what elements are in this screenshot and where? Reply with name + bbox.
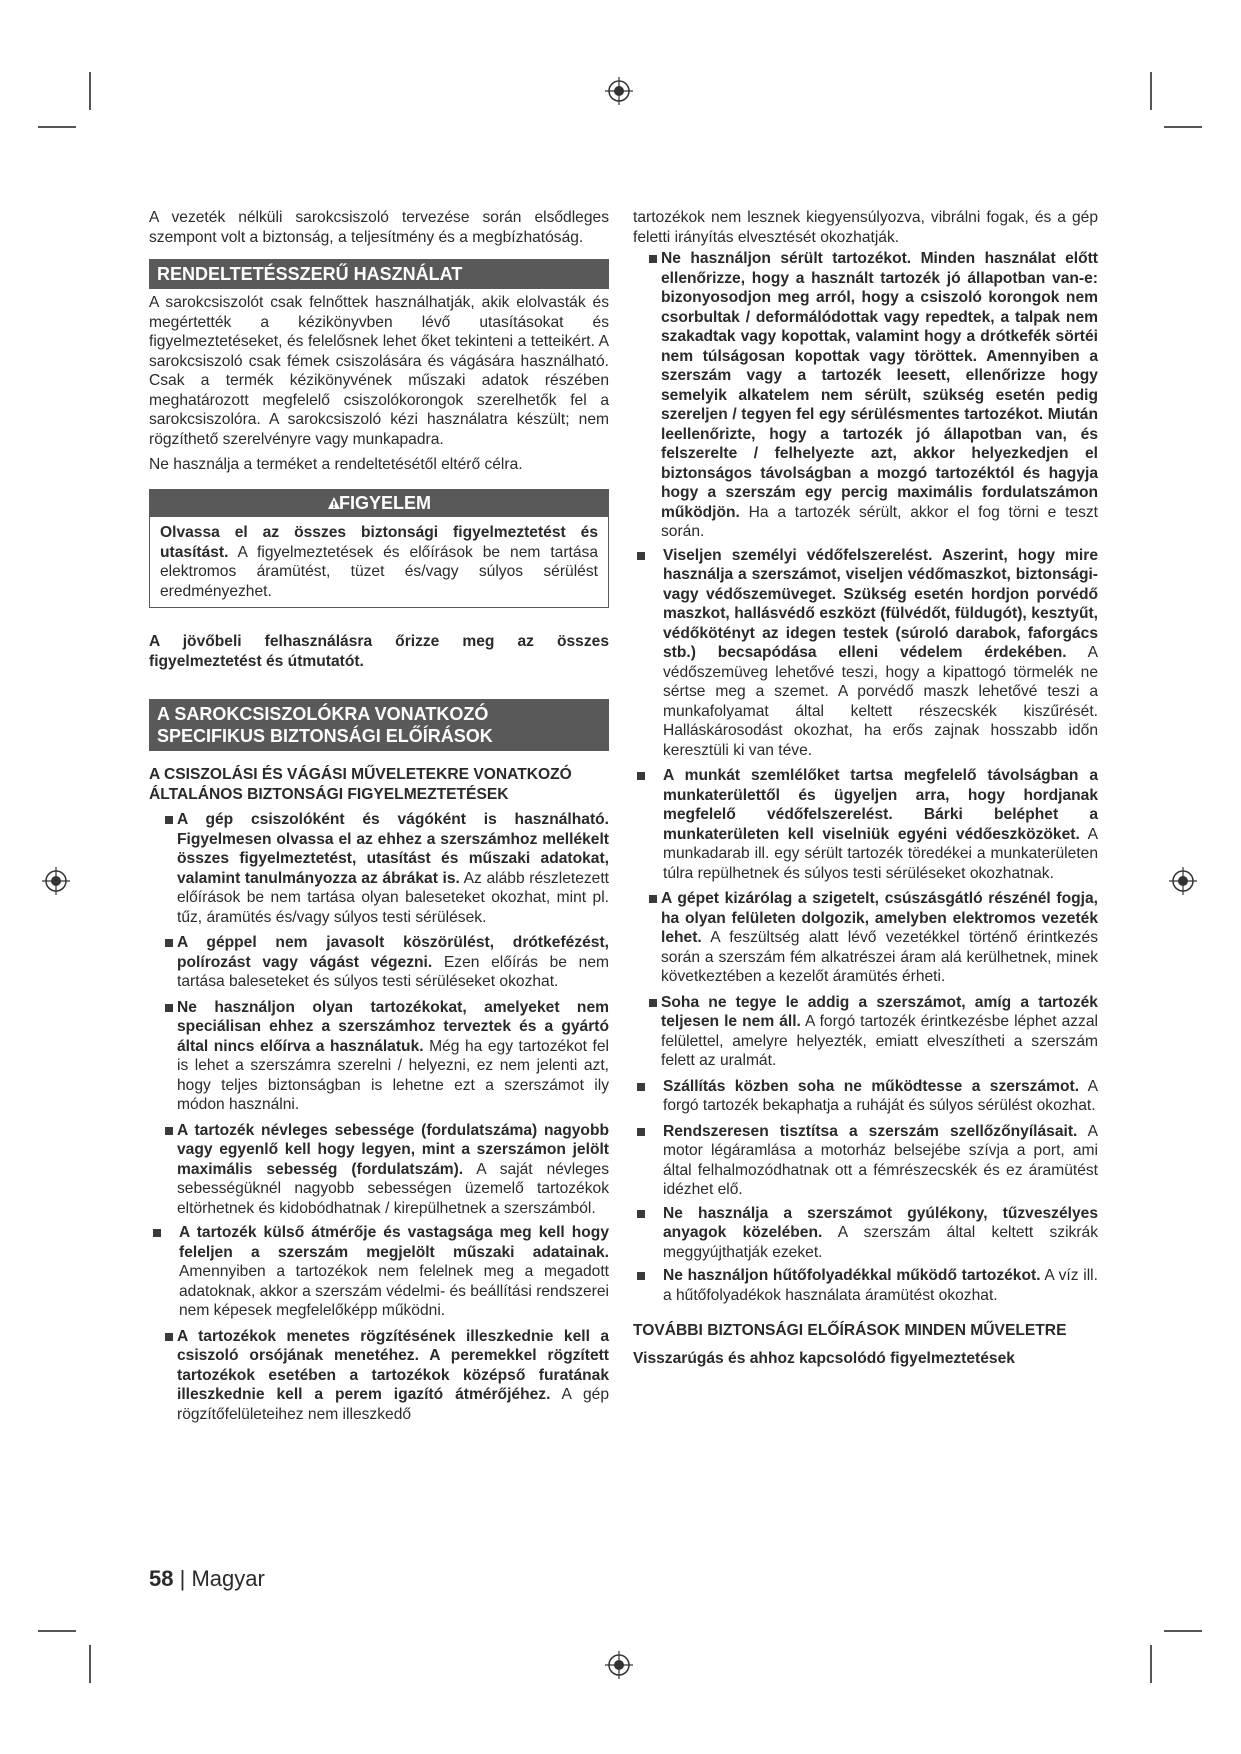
bullet-square-icon — [649, 255, 657, 263]
item-bold-text: Ne használja a szerszámot gyúlékony, tűzveszélyes anyagok közelében. — [663, 1204, 1098, 1241]
item-bold-text: A tartozékok menetes rögzítésének illeszkednie kell a csiszoló orsójának menetéhez. A peremekkel rögzített tartozékok esetében a tartozékok középső furatának illeszkednie kell a perem igazító átmérőjéhez. — [177, 1327, 609, 1403]
warning-header — [150, 490, 608, 518]
safety-list-item — [633, 1122, 1098, 1200]
warning-text: A figyelmeztetések és előírások be nem tartása elektromos áramütést, tüzet és/vagy súlyos sérülést eredményezhet. — [160, 543, 598, 600]
left-safety-list — [149, 810, 609, 1424]
bullet-square-icon — [165, 1127, 173, 1135]
bullet-square-icon — [637, 772, 645, 780]
bullet-square-icon — [165, 816, 173, 824]
bullet-square-icon — [637, 1128, 645, 1136]
item-text: A motor légáramlása a motorház belsejébe szívja a port, ami által felhalmozódhatnak ott a fémrészecskék és ez áramütést idézhet elő. — [663, 1122, 1098, 1198]
item-text: Az alább részletezett előírások be nem tartása olyan baleseteket okozhat, mint pl. tűz, áramütés és/vagy súlyos testi sérülések. — [177, 869, 610, 926]
bullet-square-icon — [165, 1004, 173, 1012]
item-bold-text: Szállítás közben soha ne működtesse a szerszámot. — [663, 1077, 1080, 1095]
safety-list-item — [633, 1266, 1098, 1305]
crop-mark — [89, 72, 91, 110]
section-heading-specific-safety: A SAROKCSISZOLÓKRA VONATKOZÓ SPECIFIKUS BIZTONSÁGI ELŐÍRÁSOK — [149, 699, 609, 751]
crop-mark — [1164, 1630, 1202, 1632]
item-text: A forgó tartozék érintkezésbe léphet azzal felülettel, amelyre helyezték, emiatt elveszítheti a szerszám felett az uralmát. — [661, 1013, 1098, 1069]
item-bold-text: A tartozék külső átmérője és vastagsága meg kell hogy feleljen a szerszám megjelölt műszaki adatainak. — [179, 1224, 609, 1261]
additional-safety-heading: TOVÁBBI BIZTONSÁGI ELŐÍRÁSOK MINDEN MŰVELETRE — [633, 1322, 1067, 1339]
item-text: Amennyiben a tartozékok nem felelnek meg a megadott adatoknak, akkor a szerszám védelmi- és beállítási rendszerei nem képesek megfelelőképp működni. — [179, 1263, 609, 1319]
item-bold-text: Soha ne tegye le addig a szerszámot, amíg a tartozék teljesen le nem áll. — [661, 993, 1098, 1030]
left-column — [149, 208, 609, 1424]
safety-list-item — [149, 1121, 609, 1219]
section-heading-intended-use: RENDELTETÉSSZERŰ HASZNÁLAT — [149, 259, 609, 289]
page-footer — [149, 1566, 265, 1592]
registration-mark-icon — [604, 1650, 634, 1680]
kickback-subheading: Visszarúgás és ahhoz kapcsolódó figyelmeztetések — [633, 1349, 1015, 1367]
warning-box — [149, 489, 609, 609]
general-warnings-subheading: A CSISZOLÁSI ÉS VÁGÁSI MŰVELETEKRE VONATKOZÓ ÁLTALÁNOS BIZTONSÁGI FIGYELMEZTETÉSEK — [149, 766, 572, 803]
intended-use-paragraph: A sarokcsiszolót csak felnőttek használhatják, akik elolvasták és megértették a kézikönyvben lévő utasításokat és figyelmeztetéseket, és felelősnek lehet őket tekinteni a tetteikért. A sarokcsiszoló csak fémek csiszolására és vágására használható. Csak a termék kézikönyvének műszaki adatok részében meghatározott megfelelő csiszolókorongok szerelhetők fel a sarokcsiszolóra. A sarokcsiszoló kézi használatra készült; nem rögzíthető szerelvényre vagy munkapadra. — [149, 294, 609, 448]
warning-body — [150, 517, 608, 607]
bullet-square-icon — [649, 999, 657, 1007]
page-number: 58 — [149, 1566, 174, 1591]
item-bold-text: A gépet kizárólag a szigetelt, csúszásgátló részénél fogja, ha olyan felületen dolgozik, amelyben elektromos vezeték lehet. — [661, 890, 1098, 946]
item-text: A feszültség alatt lévő vezetékkel történő érintkezés során a szerszám fém alkatrészei áram alá kerülhetnek, minek következtében a kezelőt áramütés érheti. — [661, 929, 1098, 985]
safety-list-item — [149, 1223, 609, 1321]
continued-paragraph: tartozékok nem lesznek kiegyensúlyozva, vibrálni fogak, és a gép feletti irányítás elvesztését okozhatják. — [633, 209, 1098, 246]
safety-list-item — [633, 1204, 1098, 1263]
item-bold-text: Ne használjon hűtőfolyadékkal működő tartozékot. — [663, 1267, 1041, 1284]
item-text: A víz ill. a hűtőfolyadékok használata áramütést okozhat. — [663, 1267, 1098, 1304]
safety-list-item — [633, 993, 1098, 1071]
bullet-square-icon — [165, 939, 173, 947]
item-bold-text: Ne használjon sérült tartozékot. Minden használat előtt ellenőrizze, hogy a használt tartozék jó állapotban van-e: bizonyosodjon meg arról, hogy a csiszoló korongok nem csorbultak / deformálódottak vagy repedtek, a talpak nem szakadtak vagy kopottak, valamint hogy a drótkefék sörtéi nem túlságosan kopottak vagy töröttek. Amennyiben a szerszám vagy a tartozék leesett, ellenőrizze hogy semelyik alkatelem nem sérült, szükség esetén pedig szereljen / tegyen fel egy sérülésmentes tartozékot. Miután leellenőrizte, hogy a tartozék jó állapotban van, és felszerelte / felhelyezte azt, akkor helyezkedjen el biztonságos távolságban a mozgó tartozéktól és hagyja hogy a szerszám egy percig maximális fordulatszámon működjön. — [661, 250, 1098, 521]
bullet-square-icon — [153, 1229, 161, 1237]
safety-list-item — [633, 546, 1098, 761]
crop-mark — [38, 1630, 76, 1632]
bullet-square-icon — [637, 1210, 645, 1218]
keep-instructions-note: A jövőbeli felhasználásra őrizze meg az összes figyelmeztetést és útmutatót. — [149, 633, 609, 670]
registration-mark-icon — [1168, 866, 1198, 896]
bullet-square-icon — [637, 1272, 645, 1280]
bullet-square-icon — [165, 1333, 173, 1341]
right-safety-list — [633, 249, 1098, 1305]
item-text: A saját névleges sebességüknél nagyobb sebességen üzemelő tartozékok eltörhetnek és kidobódhatnak / kirepülhetnek a szerszámból. — [177, 1160, 609, 1217]
registration-mark-icon — [41, 866, 71, 896]
bullet-square-icon — [637, 552, 645, 560]
safety-list-item — [633, 249, 1098, 542]
warning-bold-text: Olvassa el az összes biztonsági figyelmeztetést és utasítást. — [160, 524, 598, 561]
intro-paragraph: A vezeték nélküli sarokcsiszoló tervezése során elsődleges szempont volt a biztonság, a teljesítmény és a megbízhatóság. — [149, 209, 609, 246]
crop-mark — [1150, 1645, 1152, 1683]
item-bold-text: A gép csiszolóként és vágóként is használható. Figyelmesen olvassa el az ehhez a szerszámhoz mellékelt összes figyelmeztetést, utasítást és műszaki adatokat, valamint tanulmányozza az ábrákat is. — [177, 811, 609, 887]
item-text: A munkadarab ill. egy sérült tartozék töredékei a munkaterületen túlra repülhetnek és súlyos testi sérüléseket okozhatnak. — [663, 825, 1098, 882]
item-bold-text: A munkát szemlélőket tartsa megfelelő távolságban a munkaterülettől és ügyeljen arra, hogy hordjanak megfelelő védőfelszerelést. Bárki beléphet a munkaterületen kell viselniük egyéni védőeszközöket. — [663, 767, 1098, 843]
crop-mark — [1164, 126, 1202, 128]
safety-list-item — [149, 1327, 609, 1425]
safety-list-item — [149, 933, 609, 992]
safety-list-item — [149, 998, 609, 1115]
safety-list-item — [633, 889, 1098, 987]
item-text: A szerszám által keltett szikrák meggyújthatják ezeket. — [663, 1224, 1098, 1261]
right-column — [633, 208, 1098, 1368]
item-text: Ha a tartozék sérült, akkor el fog törni e teszt során. — [661, 503, 1098, 540]
safety-list-item — [633, 1077, 1098, 1116]
warning-title: FIGYELEM — [338, 492, 431, 513]
item-bold-text: Ne használjon olyan tartozékokat, amelyeket nem speciálisan ehhez a szerszámhoz terveztek és a gyártó által nincs előírva a használatuk. — [177, 998, 609, 1055]
crop-mark — [38, 126, 76, 128]
crop-mark — [1150, 72, 1152, 110]
item-text: Még ha egy tartozékot fel is lehet a szerszámra szerelni / helyezni, ez nem jelenti azt, hogy teljes biztonságban is lehetne ezt a szerszámot ily módon használni. — [177, 1037, 609, 1113]
item-bold-text: A tartozék névleges sebessége (fordulatszáma) nagyobb vagy egyenlő kell hogy legyen, mint a szerszámon jelölt maximális sebesség (fordulatszám). — [177, 1121, 609, 1178]
item-text: A védőszemüveg lehetővé teszi, hogy a kipattogó törmelék ne sértse meg a szemet. A porvédő maszk lehetővé teszi a munkafolyamat által keltett részecskék kiszűrését. Halláskárosodást okozhat, ha erős zajnak hosszabb időn keresztüli ki van téve. — [663, 644, 1098, 759]
item-bold-text: A géppel nem javasolt köszörülést, drótkefézést, polírozást vagy vágást végezni. — [177, 934, 609, 971]
item-text: A forgó tartozék bekaphatja a ruháját és súlyos sérülést okozhat. — [663, 1077, 1099, 1114]
item-text: A gép rögzítőfelületeihez nem illeszkedő — [177, 1386, 609, 1423]
registration-mark-icon — [604, 76, 634, 106]
bullet-square-icon — [637, 1083, 645, 1091]
item-bold-text: Viseljen személyi védőfelszerelést. Aszerint, hogy mire használja a szerszámot, viseljen védőmaszkot, biztonsági- vagy védőszemüveget. Szükség esetén hordjon porvédő maszkot, hallásvédő eszközt (fülvédőt, füldugót), kesztyűt, védőkötényt az idegen testek (súroló darabok, faforgács stb.) becsapódása elleni védelem érdekében. — [663, 546, 1098, 661]
footer-language: Magyar — [191, 1566, 265, 1591]
safety-list-item — [149, 810, 609, 927]
item-bold-text: Rendszeresen tisztítsa a szerszám szellőzőnyílásait. — [663, 1122, 1078, 1140]
safety-list-item — [633, 766, 1098, 883]
item-text: Ezen előírás be nem tartása baleseteket és súlyos testi sérüléseket okozhat. — [177, 953, 609, 990]
crop-mark — [89, 1645, 91, 1683]
intended-use-note: Ne használja a terméket a rendeltetésétől eltérő célra. — [149, 456, 523, 473]
bullet-square-icon — [649, 895, 657, 903]
footer-separator: | — [173, 1566, 192, 1591]
